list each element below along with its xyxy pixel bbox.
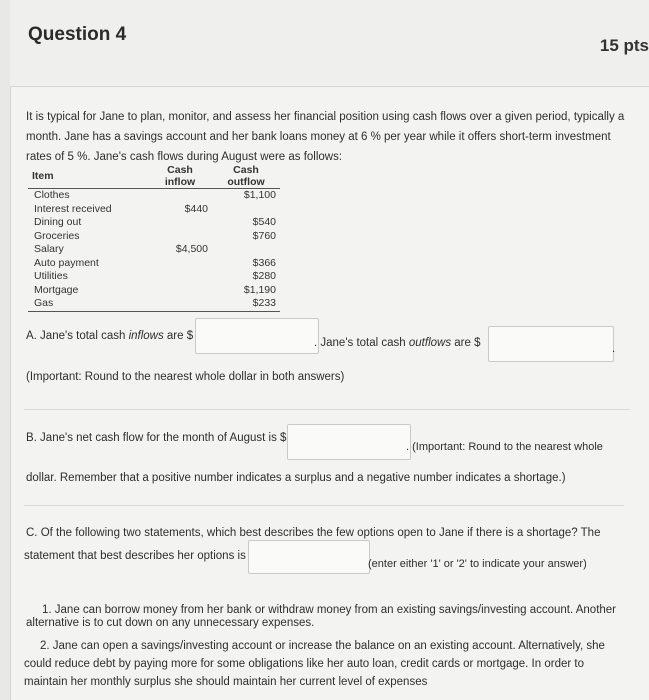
intro-line-3: rates of 5 %. Jane's cash flows during August were as follows:: [26, 151, 343, 163]
row-item: Salary: [34, 243, 64, 255]
row-outflow: $540: [252, 216, 276, 228]
row-outflow: [212, 203, 280, 217]
table-row: [28, 230, 280, 244]
row-inflow: [148, 297, 212, 311]
header-cash-inflow: Cash inflow: [148, 164, 212, 189]
part-a-outflows-prefix: . Jane's total cash: [314, 337, 409, 349]
row-item: Dining out: [34, 216, 82, 228]
row-outflow: $760: [252, 229, 276, 242]
part-a-mid: are $: [163, 330, 194, 342]
part-b-note: dollar. Remember that a positive number indicates a surplus and a negative number indicates a shortage.): [26, 472, 566, 484]
part-c-question: C. Of the following two statements, which best describes the few options open to Jane if there is a shortage? The: [26, 527, 601, 539]
cash-flow-table: [28, 164, 280, 312]
part-a-outflows-mid: are $: [451, 337, 481, 349]
table-header-row: [28, 164, 280, 189]
row-outflow: $1,100: [243, 189, 276, 201]
total-outflows-input[interactable]: [488, 326, 614, 362]
header-item: Item: [28, 164, 148, 189]
part-a-end: .: [612, 343, 616, 355]
part-a-outflows-label: [314, 337, 481, 349]
table-row: [28, 203, 280, 217]
part-c-hint: (enter either '1' or '2' to indicate your answer): [368, 558, 587, 570]
row-outflow: $1,190: [243, 283, 276, 296]
row-inflow: [148, 230, 212, 244]
row-item: Gas: [28, 297, 148, 311]
row-item: Mortgage: [34, 283, 79, 296]
option-2-line-3: maintain her monthly surplus she should maintain her current level of expenses: [24, 676, 428, 688]
question-header: [10, 0, 649, 87]
total-inflows-input[interactable]: [195, 318, 319, 354]
row-outflow: $233: [212, 297, 280, 311]
row-inflow: $440: [184, 202, 208, 215]
question-title: Question 4: [28, 24, 127, 45]
page-left-border: [0, 0, 11, 700]
row-item: Interest received: [34, 202, 112, 215]
table-row: [28, 257, 280, 271]
option-1-line-2: alternative is to cut down on any unnecessary expenses.: [26, 617, 315, 629]
part-c-statement-label: statement that best describes her options is: [24, 550, 246, 562]
table-row: [28, 243, 280, 257]
question-intro: [26, 107, 646, 167]
option-1-line-1: 1. Jane can borrow money from her bank or withdraw money from an existing savings/investing account. Another: [42, 604, 617, 616]
row-inflow: [148, 189, 212, 203]
row-inflow: [148, 270, 212, 284]
table-row: [28, 297, 280, 311]
table-row: [28, 216, 280, 230]
table-row: [28, 189, 280, 203]
table-row: [28, 270, 280, 284]
part-a-prefix: A. Jane's total cash: [26, 330, 129, 342]
row-item: Utilities: [34, 270, 68, 282]
option-2-line-1: 2. Jane can open a savings/investing account or increase the balance on an existing account. Alternatively, she: [40, 640, 605, 652]
part-b-label: B. Jane's net cash flow for the month of August is $: [26, 432, 287, 444]
net-cash-flow-input[interactable]: [287, 424, 411, 460]
row-item: Auto payment: [34, 256, 99, 269]
row-item: Groceries: [34, 229, 80, 242]
row-inflow: [148, 284, 212, 298]
header-cash-outflow: Cash outflow: [212, 164, 280, 189]
table-row: [28, 284, 280, 298]
part-a-outflows-word: outflows: [408, 337, 452, 349]
divider: [24, 505, 624, 506]
row-outflow: $280: [252, 270, 276, 282]
question-points: 15 pts: [599, 36, 649, 55]
row-inflow: [148, 216, 212, 230]
part-b-important: . (Important: Round to the nearest whole: [406, 441, 603, 453]
part-a-inflows-word: inflows: [128, 330, 164, 342]
intro-line-2: month. Jane has a savings account and her bank loans money at 6 % per year while it offers short-term investment: [26, 131, 611, 143]
row-inflow: $4,500: [175, 243, 208, 255]
part-a-label: [26, 330, 193, 342]
part-a-note: (Important: Round to the nearest whole dollar in both answers): [26, 371, 345, 383]
row-outflow: $366: [252, 256, 276, 269]
divider: [24, 409, 630, 410]
row-inflow: [148, 257, 212, 271]
intro-line-1: It is typical for Jane to plan, monitor, and assess her financial position using cash flows over a given period, typically a: [26, 111, 625, 123]
row-item: Clothes: [34, 189, 70, 201]
option-2-line-2: could reduce debt by paying more for some obligations like her auto loan, credit cards or mortgage. In order to: [24, 658, 584, 670]
option-answer-input[interactable]: [248, 540, 370, 574]
row-outflow: [212, 243, 280, 257]
